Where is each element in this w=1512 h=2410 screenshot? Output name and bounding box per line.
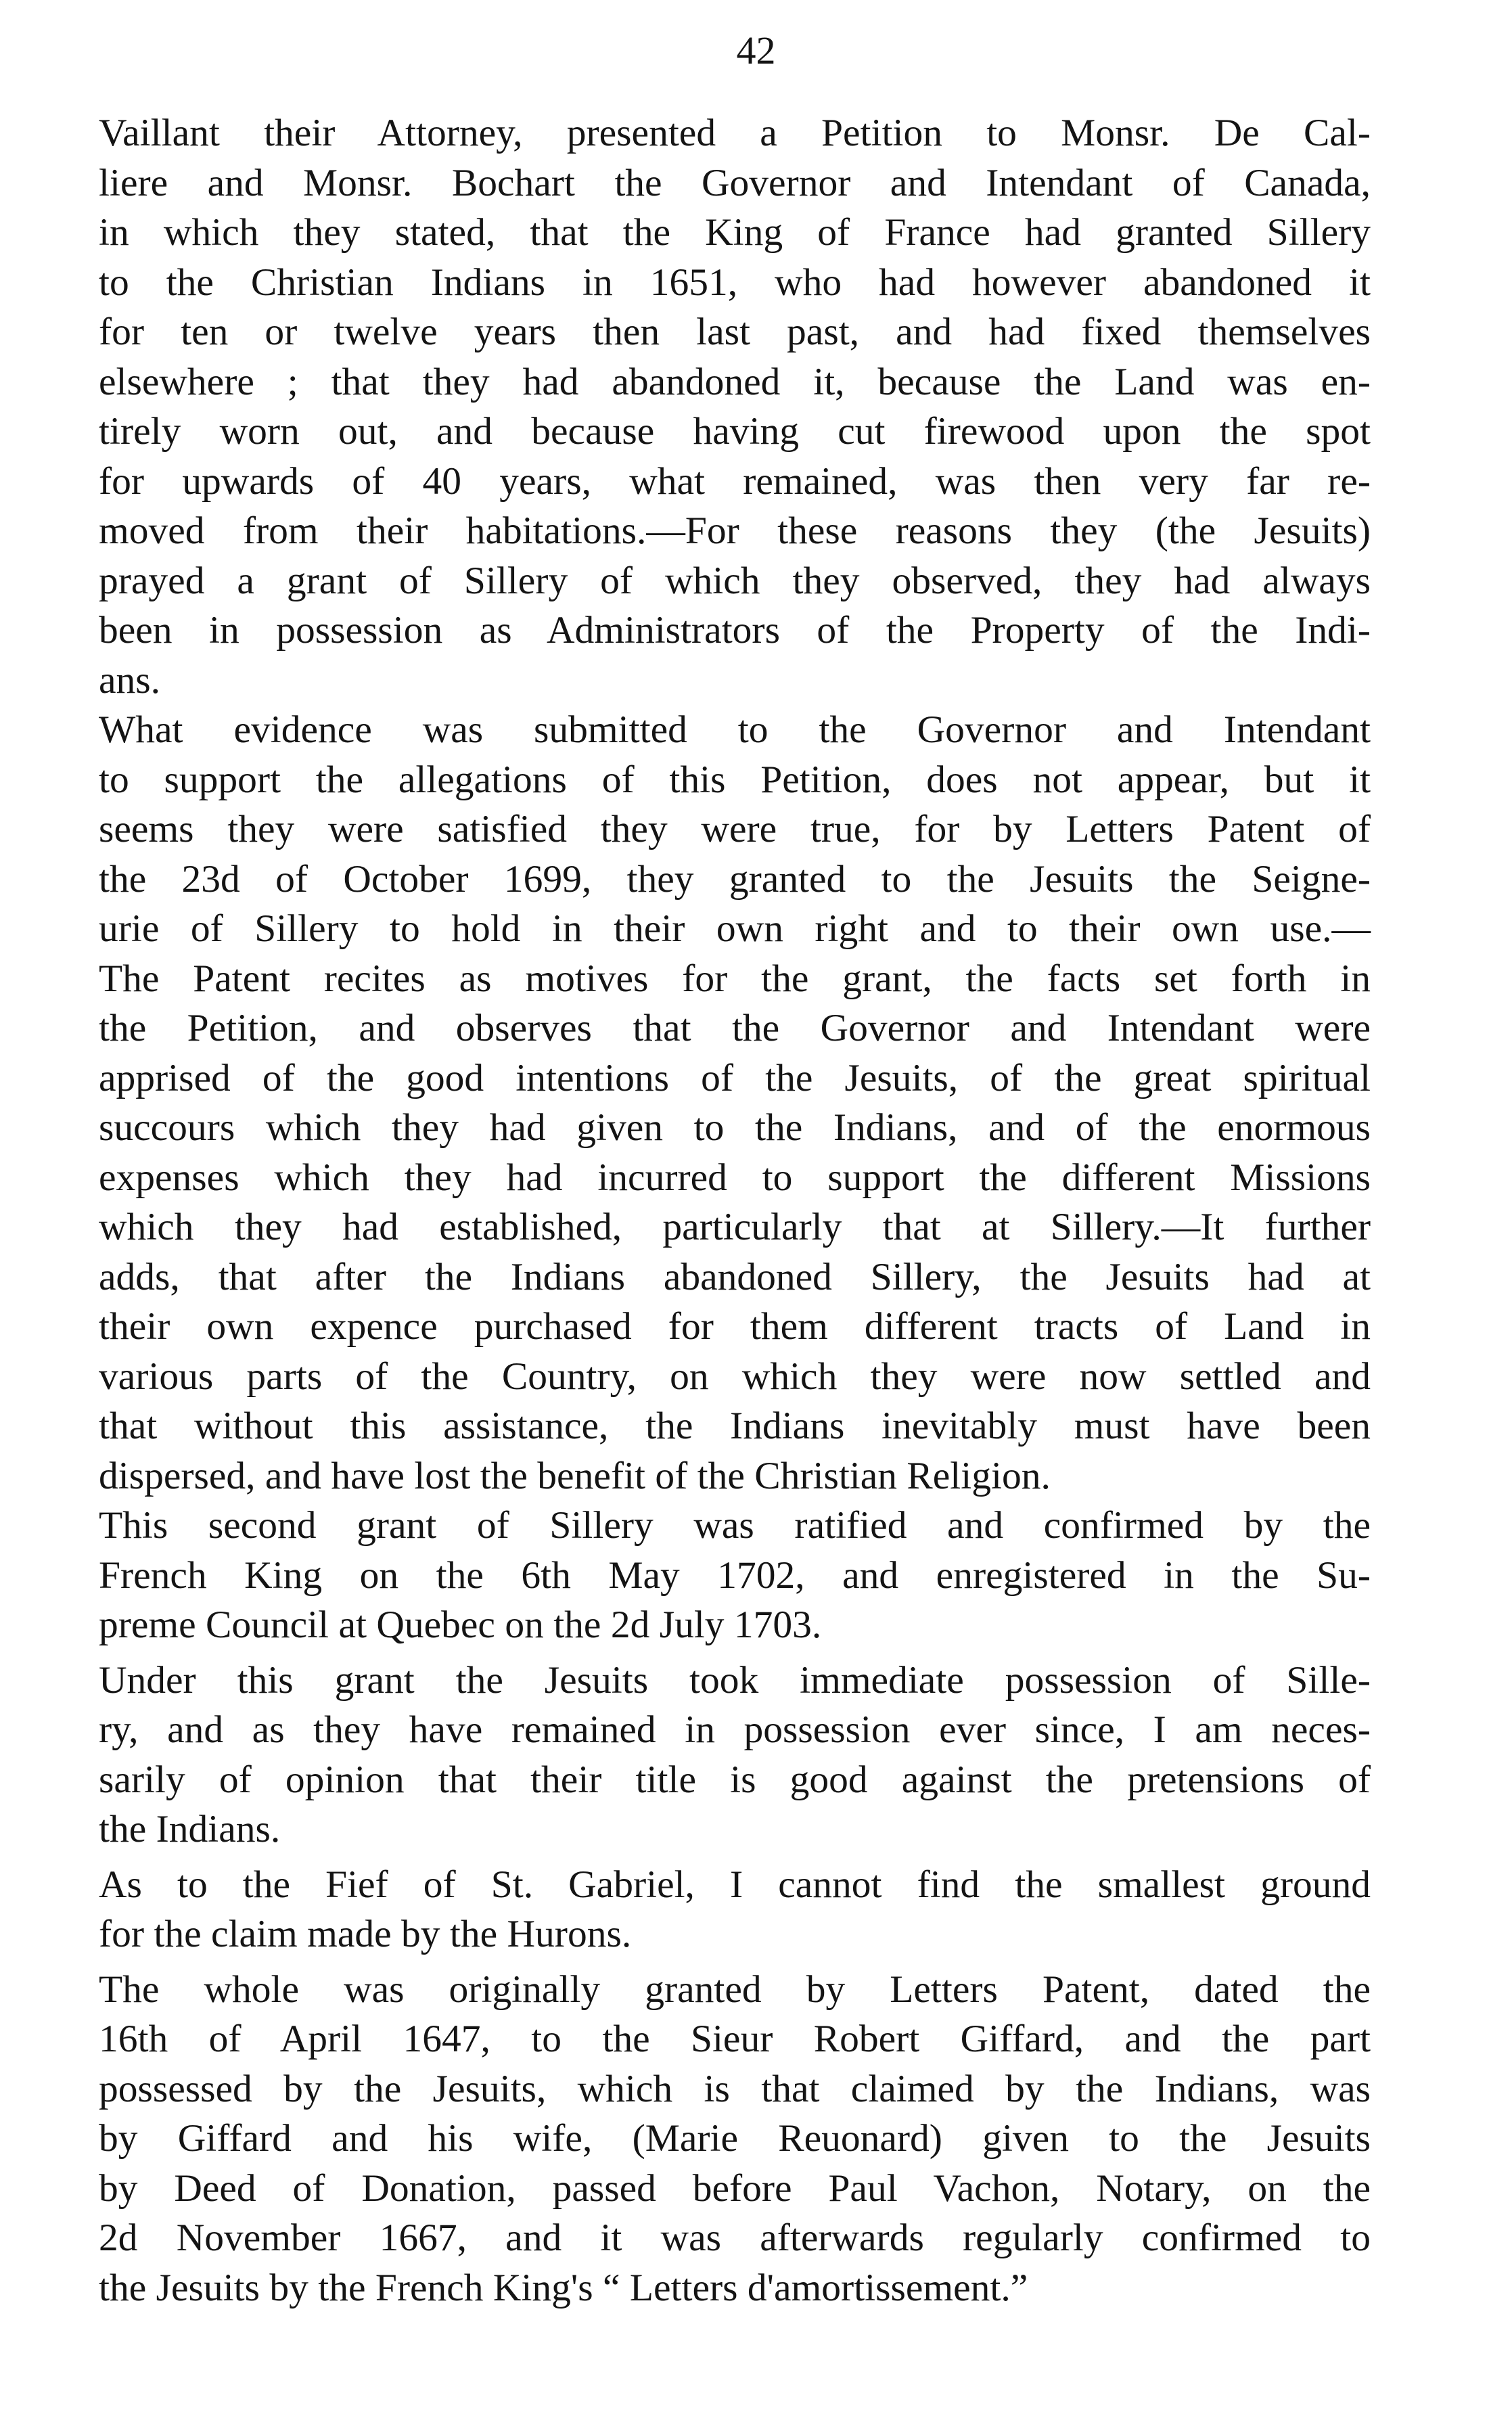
text-line: various parts of the Country, on which they were now settled and [99,1355,1371,1398]
text-line: Under this grant the Jesuits took immediate possession of Sille- [99,1658,1371,1702]
text-line: for the claim made by the Hurons. [99,1913,632,1955]
text-line: The Patent recites as motives for the grant, the facts set forth in [99,957,1371,1000]
paragraph-petition [99,108,1371,705]
text-line: been in possession as Administrators of the Property of the Indi- [99,609,1371,652]
text-line: dispersed, and have lost the benefit of the Christian Religion. [99,1454,1051,1497]
text-line: This second grant of Sillery was ratified and confirmed by the [99,1504,1371,1547]
text-line: The whole was originally granted by Letters Patent, dated the [99,1968,1371,2011]
text-line: which they had established, particularly that at Sillery.—It further [99,1206,1371,1248]
text-line: 2d November 1667, and it was afterwards regularly confirmed to [99,2216,1371,2259]
text-line: to the Christian Indians in 1651, who had however abandoned it [99,260,1371,304]
text-line: preme Council at Quebec on the 2d July 1703. [99,1604,822,1646]
text-line: tirely worn out, and because having cut firewood upon the spot [99,410,1371,453]
page-number: 42 [736,28,776,72]
text-line: 16th of April 1647, to the Sieur Robert Giffard, and the part [99,2018,1371,2060]
text-line: succours which they had given to the Indians, and of the enormous [99,1106,1371,1149]
text-line: urie of Sillery to hold in their own right and to their own use.— [99,907,1371,950]
body-text [99,108,1371,2313]
text-line: elsewhere ; that they had abandoned it, because the Land was en- [99,360,1371,403]
text-line: liere and Monsr. Bochart the Governor and Intendant of Canada, [99,161,1371,204]
paragraph-letters-patent [99,705,1371,1501]
text-line: ry, and as they have remained in possession ever since, I am neces- [99,1708,1371,1751]
paragraph-possession [99,1656,1371,1855]
text-line: for ten or twelve years then last past, and had fixed themselves [99,311,1371,353]
text-line: What evidence was submitted to the Governor and Intendant [99,708,1371,751]
text-line: by Deed of Donation, passed before Paul Vachon, Notary, on the [99,2166,1371,2210]
text-line: moved from their habitations.—For these reasons they (the Jesuits) [99,509,1371,552]
text-line: by Giffard and his wife, (Marie Reuonard) given to the Jesuits [99,2117,1371,2160]
text-line: in which they stated, that the King of France had granted Sillery [99,211,1371,254]
text-line: the Petition, and observes that the Governor and Intendant were [99,1007,1371,1049]
text-line: ans. [99,658,161,702]
text-line: seems they were satisfied they were true, for by Letters Patent of [99,808,1371,850]
paragraph-giffard-grant [99,1965,1371,2313]
text-line: apprised of the good intentions of the Jesuits, of the great spiritual [99,1056,1371,1099]
text-line: the 23d of October 1699, they granted to the Jesuits the Seigne- [99,857,1371,901]
text-line: expenses which they had incurred to support the different Missions [99,1156,1371,1199]
text-line: their own expence purchased for them different tracts of Land in [99,1305,1371,1348]
paragraph-second-grant [99,1501,1371,1650]
text-line: As to the Fief of St. Gabriel, I cannot find the smallest ground [99,1863,1371,1906]
text-line: sarily of opinion that their title is good against the pretensions of [99,1758,1371,1801]
text-line: possessed by the Jesuits, which is that claimed by the Indians, was [99,2067,1371,2110]
text-line: Vaillant their Attorney, presented a Petition to Monsr. De Cal- [99,112,1371,154]
text-line: French King on the 6th May 1702, and enregistered in the Su- [99,1553,1371,1597]
paragraph-fief-st-gabriel [99,1860,1371,1959]
text-line: to support the allegations of this Petition, does not appear, but it [99,758,1371,801]
text-line: prayed a grant of Sillery of which they observed, they had always [99,559,1371,602]
text-line: that without this assistance, the Indians inevitably must have been [99,1405,1371,1447]
text-line: the Indians. [99,1808,281,1850]
text-line: the Jesuits by the French King's “ Letters d'amortissement.” [99,2266,1028,2309]
text-line: adds, that after the Indians abandoned Sillery, the Jesuits had at [99,1255,1371,1298]
text-line: for upwards of 40 years, what remained, was then very far re- [99,459,1371,503]
